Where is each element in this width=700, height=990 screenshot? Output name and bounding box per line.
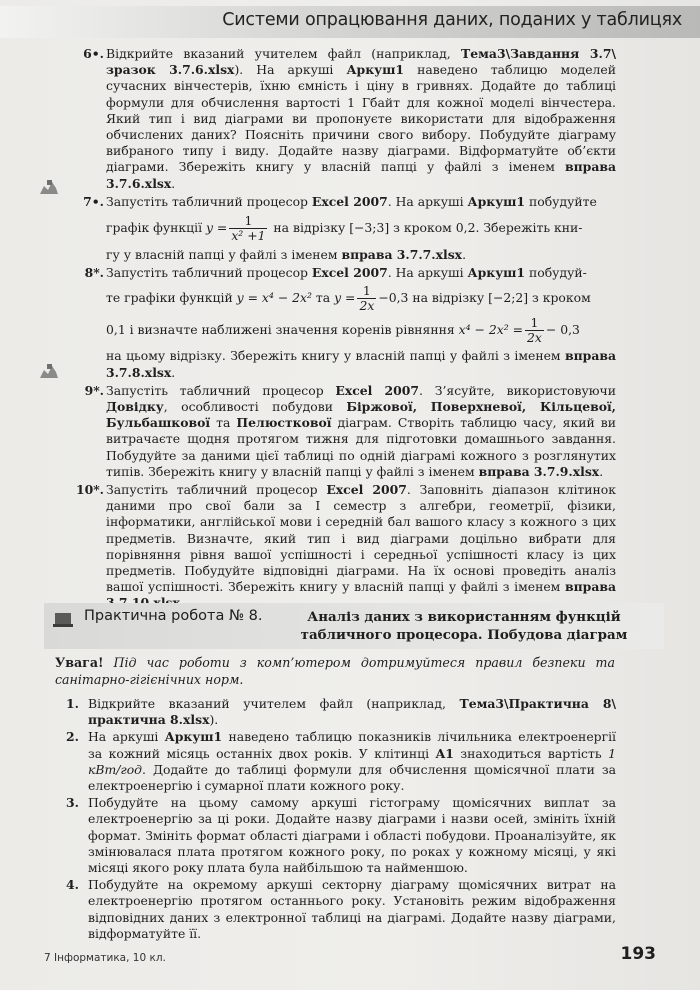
exercise-item (83, 46, 617, 192)
exercise-number: 8*. (84, 265, 104, 281)
step-item (66, 877, 616, 942)
warning-label: Увага! (55, 655, 104, 670)
exercise-item (84, 265, 616, 381)
running-header-title: Системи опрацювання даних, поданих у таблицях (222, 10, 682, 30)
step-item (66, 696, 616, 728)
function-formula: y = (205, 220, 228, 236)
exercise-item (83, 193, 616, 263)
step-text: Відкрийте вказаний учителем файл (наприклад, Тема3\Практична 8\ практична 8.xlsx). (88, 696, 616, 728)
step-text: На аркуші Аркуш1 наведено таблицю показників лічильника електроенергії за кожний місяць останніх двох років. У клітинці A1 знаходиться вартість 1 кВт/год. Додайте до таблиці формули для обчислення щомісячної плати за електроенергію і сумарної плати кожного року. (88, 729, 616, 794)
exercise-number: 10*. (75, 482, 104, 498)
computer-task-icon (38, 178, 60, 196)
warning-text: Під час роботи з комп’ютером дотримуйтеся правил безпеки та санітарно-гігієнічних норм. (55, 655, 615, 687)
step-text: Побудуйте на окремому аркуші секторну діаграму щомісячних витрат на електроенергію протягом останнього року. Установіть режим відображення відповідних даних з електронної таблиці на діаграмі. Додайте назву діаграми, відформатуйте її. (88, 877, 616, 941)
fraction: $\frac{1}{\text{x² +1}}$ (231, 213, 266, 244)
step-item (66, 795, 616, 876)
step-item (66, 729, 616, 794)
step-number: 1. (66, 696, 79, 711)
laptop-icon (52, 611, 74, 629)
exercise-text: Запустіть табличний процесор Excel 2007. На аркуші Аркуш1 побудуйте графік функції y = $\frac{1}{\text{x² +1}}$ на відрізку [−3;3] з кроком 0,2. Збережіть кни- гу у власній папці у файлі з іменем вправа 3.7.7.xlsx. (106, 193, 597, 263)
fraction: $\frac{1}{2x}$ (527, 315, 542, 346)
exercise-text: Запустіть табличний процесор Excel 2007. З’ясуйте, використовуючи Довідку, особливості побудови Біржової, Поверхневої, Кільцевої, Бульбашкової та Пелюсткової діаграм. Створіть таблицю часу, який ви витрачаєте щодня протягом тижня для підготовки домашнього завдання. Побудуйте за даними цієї таблиці по одній діаграмі кожного з розглянутих типів. Збережіть книгу у власній папці у файлі з іменем вправа 3.7.9.xlsx. (106, 382, 616, 479)
practical-work-number: Практична робота № 8. (84, 608, 263, 624)
step-number: 4. (66, 877, 79, 893)
practical-work-heading (44, 603, 664, 649)
exercise-item (84, 382, 616, 480)
exercise-text: Запустіть табличний процесор Excel 2007. Заповніть діапазон клітинок даними про свої бали за I семестр з алгебри, геометрії, фізики, інформатики, англійської мови і середній бал вашого класу з кожного з цих предметів. Визначте, який тип і вид діаграми доцільно вибрати для порівняння рівня вашої успішності і середньої успішності класу із цих предметів. Побудуйте відповідні діаграми. На їх основі проведіть аналіз вашої успішності. Збережіть книгу у власній папці у файлі з іменем вправа (106, 482, 616, 595)
exercise-text: Запустіть табличний процесор Excel 2007. На аркуші Аркуш1 побудуй- те графіки функцій y = x⁴ − 2x² та y = $\frac{1}{2x}$ −0,3 на відрізку [−2;2] з кроком 0,1 і визначте наближені значення коренів рівняння x⁴ − 2x² = $\frac{1}{2x}$ − 0,3 на цьому відрізку. Збережіть книгу у власній папці у файлі з іменем вправа 3.7.8.xlsx. (106, 265, 616, 380)
footer-book-title: 7 Інформатика, 10 кл. (44, 952, 166, 964)
exercise-text: Відкрийте вказаний учителем файл (наприклад, Тема3\Завдання 3.7\ зразок 3.7.6.xlsx). На аркуші Аркуш1 наведено таблицю моделей сучасних вінчестерів, їхню ємність і ціну в гривнях. Додайте до таблиці формули для обчислення вартості 1 Гбайт для кожної моделі вінчестера. Який тип і вид діаграми ви пропонуєте використати для відображення обчислених даних? Поясніть причини свого вибору. Побудуйте діаграму вибраного типу і виду. Додайте назву діаграми. Відформатуйте об’єкти діаграми. Збережіть книгу у власній папці у файлі з іменем вправа 3.7.6.xlsx. (106, 46, 617, 191)
safety-warning (55, 655, 615, 688)
page-number: 193 (620, 944, 656, 964)
fraction: $\frac{1}{2x}$ (359, 283, 375, 314)
exercise-number: 9*. (84, 382, 104, 398)
step-text: Побудуйте на цьому самому аркуші гістограму щомісячних виплат за електроенергію за ці роки. Додайте назву діаграми і назви осей, змініть їхній формат. Змініть формат області діаграми і області побудови. Проаналізуйте, як змінювалася плата протягом кожного року, по роках у кожному місяці, у які місяці якого року плата була найбільшою та найменшою. (88, 795, 616, 876)
exercise-list (75, 46, 617, 614)
step-number: 2. (66, 729, 79, 745)
exercise-number: 7•. (83, 193, 104, 209)
practical-steps (66, 696, 616, 943)
practical-work-title: Аналіз даних з використанням функцій табличного процесора. Побудова діаграм (300, 609, 628, 643)
step-number: 3. (66, 795, 79, 811)
exercise-number: 6•. (83, 46, 104, 61)
computer-task-icon (38, 362, 60, 380)
exercise-item (75, 482, 616, 612)
